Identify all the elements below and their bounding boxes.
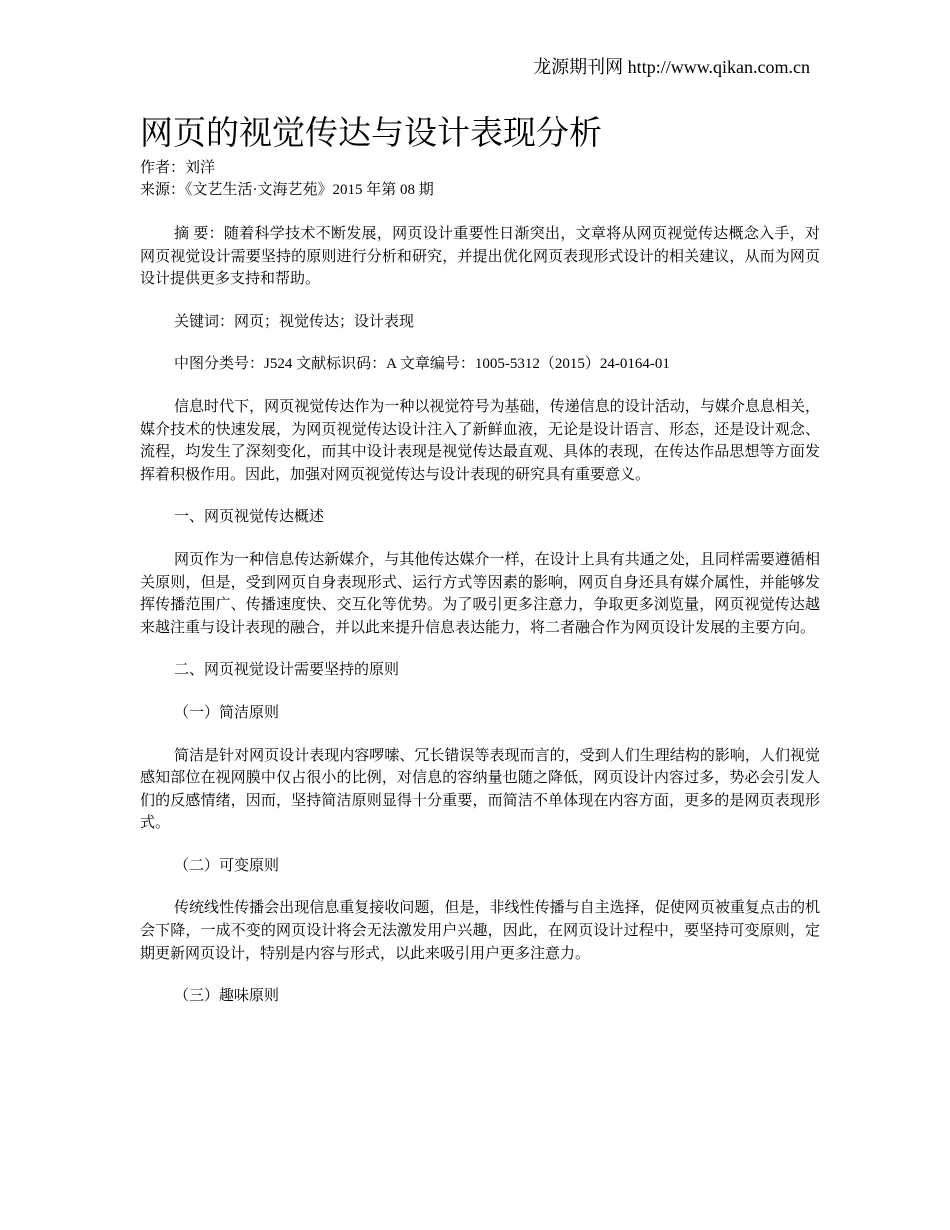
section-heading: 二、网页视觉设计需要坚持的原则 <box>174 662 400 679</box>
article-body <box>140 223 820 1008</box>
site-header: 龙源期刊网 http://www.qikan.com.cn <box>533 57 810 77</box>
body-paragraph: 简洁是针对网页设计表现内容啰嗦、冗长错误等表现而言的，受到人们生理结构的影响，人们视觉感知部位在视网膜中仅占很小的比例，对信息的容纳量也随之降低，网页设计内容过多，势必会引发人们的反感情绪，因而，坚持简洁原则显得十分重要，而简洁不单体现在内容方面，更多的是网页表现形式。 <box>140 747 820 832</box>
body-paragraph: 信息时代下，网页视觉传达作为一种以视觉符号为基础，传递信息的设计活动，与媒介息息相关，媒介技术的快速发展，为网页视觉传达设计注入了新鲜血液，无论是设计语言、形态，还是设计观念、流程，均发生了深刻变化，而其中设计表现是视觉传达最直观、具体的表现，在传达作品思想等方面发挥着积极作用。因此，加强对网页视觉传达与设计表现的研究具有重要意义。 <box>140 398 820 483</box>
keywords-paragraph: 关键词：网页；视觉传达；设计表现 <box>174 313 415 330</box>
classification-paragraph: 中图分类号：J524 文献标识码：A 文章编号：1005-5312（2015）24-0164-01 <box>174 356 670 373</box>
subsection-heading: （三）趣味原则 <box>174 988 280 1005</box>
abstract-paragraph: 摘 要：随着科学技术不断发展，网页设计重要性日渐突出，文章将从网页视觉传达概念入手，对网页视觉设计需要坚持的原则进行分析和研究，并提出优化网页表现形式设计的相关建议，从而为网页设计提供更多支持和帮助。 <box>140 226 820 288</box>
article-title: 网页的视觉传达与设计表现分析 <box>140 113 602 152</box>
article-author: 作者：刘洋 <box>140 160 216 176</box>
article-source: 来源：《文艺生活·文海艺苑》2015 年第 08 期 <box>140 182 434 198</box>
body-paragraph: 传统线性传播会出现信息重复接收问题，但是，非线性传播与自主选择，促使网页被重复点击的机会下降，一成不变的网页设计将会无法激发用户兴趣，因此，在网页设计过程中，要坚持可变原则，定期更新网页设计，特别是内容与形式，以此来吸引用户更多注意力。 <box>140 900 820 962</box>
body-paragraph: 网页作为一种信息传达新媒介，与其他传达媒介一样，在设计上具有共通之处，且同样需要遵循相关原则，但是，受到网页自身表现形式、运行方式等因素的影响，网页自身还具有媒介属性，并能够发挥传播范围广、传播速度快、交互化等优势。为了吸引更多注意力，争取更多浏览量，网页视觉传达越来越注重与设计表现的融合，并以此来提升信息表达能力，将二者融合作为网页设计发展的主要方向。 <box>140 551 820 636</box>
section-heading: 一、网页视觉传达概述 <box>174 509 325 526</box>
article <box>140 111 820 1028</box>
subsection-heading: （二）可变原则 <box>174 857 280 874</box>
subsection-heading: （一）简洁原则 <box>174 704 280 721</box>
